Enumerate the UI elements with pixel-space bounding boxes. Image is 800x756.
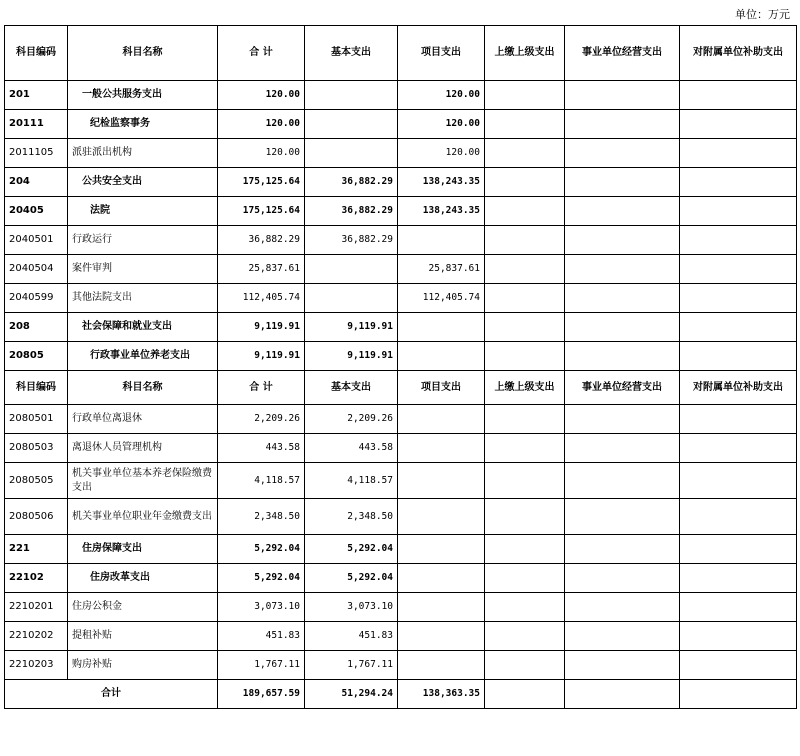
table-row (5, 564, 797, 593)
basic-expense: 2,348.50 (305, 499, 398, 535)
business-expense (565, 313, 680, 342)
budget-table-body (5, 26, 797, 709)
subject-code: 2210201 (5, 593, 68, 622)
total-amount: 120.00 (218, 139, 305, 168)
subsidy-expense (680, 593, 797, 622)
table-row (5, 499, 797, 535)
basic-expense: 443.58 (305, 434, 398, 463)
subsidy-expense (680, 110, 797, 139)
upper-remit-expense (485, 313, 565, 342)
total-amount: 9,119.91 (218, 342, 305, 371)
header-subsidy: 对附属单位补助支出 (680, 26, 797, 81)
subsidy-expense (680, 168, 797, 197)
table-row (5, 593, 797, 622)
upper-remit-expense (485, 680, 565, 709)
unit-label: 单位：万元 (735, 8, 790, 21)
basic-expense (305, 81, 398, 110)
total-amount: 5,292.04 (218, 564, 305, 593)
subject-name: 其他法院支出 (68, 284, 218, 313)
basic-expense: 5,292.04 (305, 564, 398, 593)
upper-remit-expense (485, 593, 565, 622)
upper-remit-expense (485, 139, 565, 168)
project-expense (398, 434, 485, 463)
subject-code: 2080501 (5, 405, 68, 434)
total-amount: 443.58 (218, 434, 305, 463)
table-row (5, 226, 797, 255)
header-subsidy: 对附属单位补助支出 (680, 371, 797, 405)
subject-code: 20111 (5, 110, 68, 139)
header-business: 事业单位经营支出 (565, 26, 680, 81)
subject-code: 2011105 (5, 139, 68, 168)
header-code: 科目编码 (5, 26, 68, 81)
project-expense (398, 622, 485, 651)
total-amount: 9,119.91 (218, 313, 305, 342)
header-upper: 上缴上级支出 (485, 26, 565, 81)
business-expense (565, 651, 680, 680)
upper-remit-expense (485, 434, 565, 463)
total-amount: 451.83 (218, 622, 305, 651)
subsidy-expense (680, 255, 797, 284)
header-name: 科目名称 (68, 26, 218, 81)
basic-expense: 36,882.29 (305, 197, 398, 226)
basic-expense: 9,119.91 (305, 342, 398, 371)
basic-expense: 451.83 (305, 622, 398, 651)
project-expense (398, 564, 485, 593)
basic-expense: 9,119.91 (305, 313, 398, 342)
subject-name: 住房改革支出 (68, 564, 218, 593)
subsidy-expense (680, 313, 797, 342)
business-expense (565, 680, 680, 709)
project-expense: 120.00 (398, 110, 485, 139)
table-row (5, 405, 797, 434)
table-row (5, 434, 797, 463)
project-expense (398, 463, 485, 499)
total-amount: 5,292.04 (218, 535, 305, 564)
total-amount: 3,073.10 (218, 593, 305, 622)
table-row (5, 139, 797, 168)
business-expense (565, 342, 680, 371)
basic-expense: 3,073.10 (305, 593, 398, 622)
business-expense (565, 197, 680, 226)
table-row (5, 342, 797, 371)
upper-remit-expense (485, 622, 565, 651)
subsidy-expense (680, 81, 797, 110)
subject-code: 2040501 (5, 226, 68, 255)
subject-name: 纪检监察事务 (68, 110, 218, 139)
subject-code: 2210203 (5, 651, 68, 680)
total-amount: 4,118.57 (218, 463, 305, 499)
subsidy-expense (680, 226, 797, 255)
subsidy-expense (680, 342, 797, 371)
upper-remit-expense (485, 499, 565, 535)
project-expense (398, 405, 485, 434)
project-expense: 138,243.35 (398, 168, 485, 197)
subject-code: 204 (5, 168, 68, 197)
project-expense: 112,405.74 (398, 284, 485, 313)
subject-code: 221 (5, 535, 68, 564)
subject-name: 购房补贴 (68, 651, 218, 680)
project-expense (398, 499, 485, 535)
upper-remit-expense (485, 535, 565, 564)
total-amount: 36,882.29 (218, 226, 305, 255)
basic-expense: 36,882.29 (305, 226, 398, 255)
upper-remit-expense (485, 255, 565, 284)
basic-expense (305, 284, 398, 313)
subject-name: 派驻派出机构 (68, 139, 218, 168)
project-expense (398, 535, 485, 564)
subsidy-expense (680, 139, 797, 168)
budget-table (4, 25, 797, 709)
subject-name: 机关事业单位职业年金缴费支出 (68, 499, 218, 535)
basic-expense: 5,292.04 (305, 535, 398, 564)
subject-code: 2080505 (5, 463, 68, 499)
subsidy-expense (680, 564, 797, 593)
table-row (5, 81, 797, 110)
business-expense (565, 535, 680, 564)
table-row (5, 197, 797, 226)
subject-code: 20405 (5, 197, 68, 226)
basic-expense (305, 139, 398, 168)
subject-name: 案件审判 (68, 255, 218, 284)
table-row (5, 463, 797, 499)
subject-name: 行政运行 (68, 226, 218, 255)
project-expense: 120.00 (398, 81, 485, 110)
project-expense: 120.00 (398, 139, 485, 168)
total-amount: 25,837.61 (218, 255, 305, 284)
upper-remit-expense (485, 168, 565, 197)
subject-name: 社会保障和就业支出 (68, 313, 218, 342)
table-row (5, 284, 797, 313)
subject-code: 201 (5, 81, 68, 110)
header-total: 合 计 (218, 26, 305, 81)
header-upper: 上缴上级支出 (485, 371, 565, 405)
total-amount: 175,125.64 (218, 168, 305, 197)
header-project: 项目支出 (398, 371, 485, 405)
basic-expense: 36,882.29 (305, 168, 398, 197)
project-expense (398, 342, 485, 371)
table-row (5, 651, 797, 680)
basic-expense: 51,294.24 (305, 680, 398, 709)
project-expense: 138,363.35 (398, 680, 485, 709)
basic-expense (305, 255, 398, 284)
subject-name: 公共安全支出 (68, 168, 218, 197)
table-row (5, 255, 797, 284)
business-expense (565, 499, 680, 535)
basic-expense: 2,209.26 (305, 405, 398, 434)
business-expense (565, 564, 680, 593)
total-amount: 112,405.74 (218, 284, 305, 313)
project-expense (398, 651, 485, 680)
upper-remit-expense (485, 651, 565, 680)
subsidy-expense (680, 535, 797, 564)
table-row (5, 110, 797, 139)
subsidy-expense (680, 284, 797, 313)
basic-expense: 1,767.11 (305, 651, 398, 680)
header-project: 项目支出 (398, 26, 485, 81)
project-expense: 138,243.35 (398, 197, 485, 226)
business-expense (565, 81, 680, 110)
subsidy-expense (680, 499, 797, 535)
business-expense (565, 463, 680, 499)
upper-remit-expense (485, 342, 565, 371)
header-business: 事业单位经营支出 (565, 371, 680, 405)
project-expense: 25,837.61 (398, 255, 485, 284)
total-amount: 189,657.59 (218, 680, 305, 709)
subject-code: 2040599 (5, 284, 68, 313)
subject-code: 2040504 (5, 255, 68, 284)
subject-code: 2080506 (5, 499, 68, 535)
total-amount: 120.00 (218, 110, 305, 139)
total-amount: 175,125.64 (218, 197, 305, 226)
subject-name: 机关事业单位基本养老保险缴费支出 (68, 463, 218, 499)
table-row (5, 168, 797, 197)
business-expense (565, 622, 680, 651)
business-expense (565, 168, 680, 197)
subject-code: 208 (5, 313, 68, 342)
table-row (5, 535, 797, 564)
subject-name: 提租补贴 (68, 622, 218, 651)
subject-name: 法院 (68, 197, 218, 226)
subsidy-expense (680, 622, 797, 651)
business-expense (565, 226, 680, 255)
business-expense (565, 593, 680, 622)
table-row (5, 313, 797, 342)
subject-name: 离退休人员管理机构 (68, 434, 218, 463)
total-amount: 2,348.50 (218, 499, 305, 535)
total-amount: 1,767.11 (218, 651, 305, 680)
subsidy-expense (680, 463, 797, 499)
header-total: 合 计 (218, 371, 305, 405)
business-expense (565, 139, 680, 168)
upper-remit-expense (485, 197, 565, 226)
subject-code: 2210202 (5, 622, 68, 651)
subject-name: 一般公共服务支出 (68, 81, 218, 110)
header-basic: 基本支出 (305, 371, 398, 405)
subject-name: 住房保障支出 (68, 535, 218, 564)
basic-expense: 4,118.57 (305, 463, 398, 499)
subsidy-expense (680, 680, 797, 709)
business-expense (565, 110, 680, 139)
subject-name: 行政事业单位养老支出 (68, 342, 218, 371)
business-expense (565, 255, 680, 284)
table-header-row (5, 26, 797, 81)
upper-remit-expense (485, 463, 565, 499)
subsidy-expense (680, 405, 797, 434)
subject-name: 行政单位离退休 (68, 405, 218, 434)
basic-expense (305, 110, 398, 139)
upper-remit-expense (485, 110, 565, 139)
upper-remit-expense (485, 284, 565, 313)
table-header-row-repeat (5, 371, 797, 405)
project-expense (398, 313, 485, 342)
total-amount: 120.00 (218, 81, 305, 110)
upper-remit-expense (485, 226, 565, 255)
business-expense (565, 434, 680, 463)
upper-remit-expense (485, 564, 565, 593)
business-expense (565, 284, 680, 313)
business-expense (565, 405, 680, 434)
subject-code: 20805 (5, 342, 68, 371)
subsidy-expense (680, 651, 797, 680)
total-row (5, 680, 797, 709)
total-label: 合计 (5, 680, 218, 709)
subsidy-expense (680, 434, 797, 463)
project-expense (398, 593, 485, 622)
header-basic: 基本支出 (305, 26, 398, 81)
total-amount: 2,209.26 (218, 405, 305, 434)
project-expense (398, 226, 485, 255)
subject-code: 22102 (5, 564, 68, 593)
subject-code: 2080503 (5, 434, 68, 463)
upper-remit-expense (485, 405, 565, 434)
subject-name: 住房公积金 (68, 593, 218, 622)
header-name: 科目名称 (68, 371, 218, 405)
table-row (5, 622, 797, 651)
subsidy-expense (680, 197, 797, 226)
header-code: 科目编码 (5, 371, 68, 405)
upper-remit-expense (485, 81, 565, 110)
